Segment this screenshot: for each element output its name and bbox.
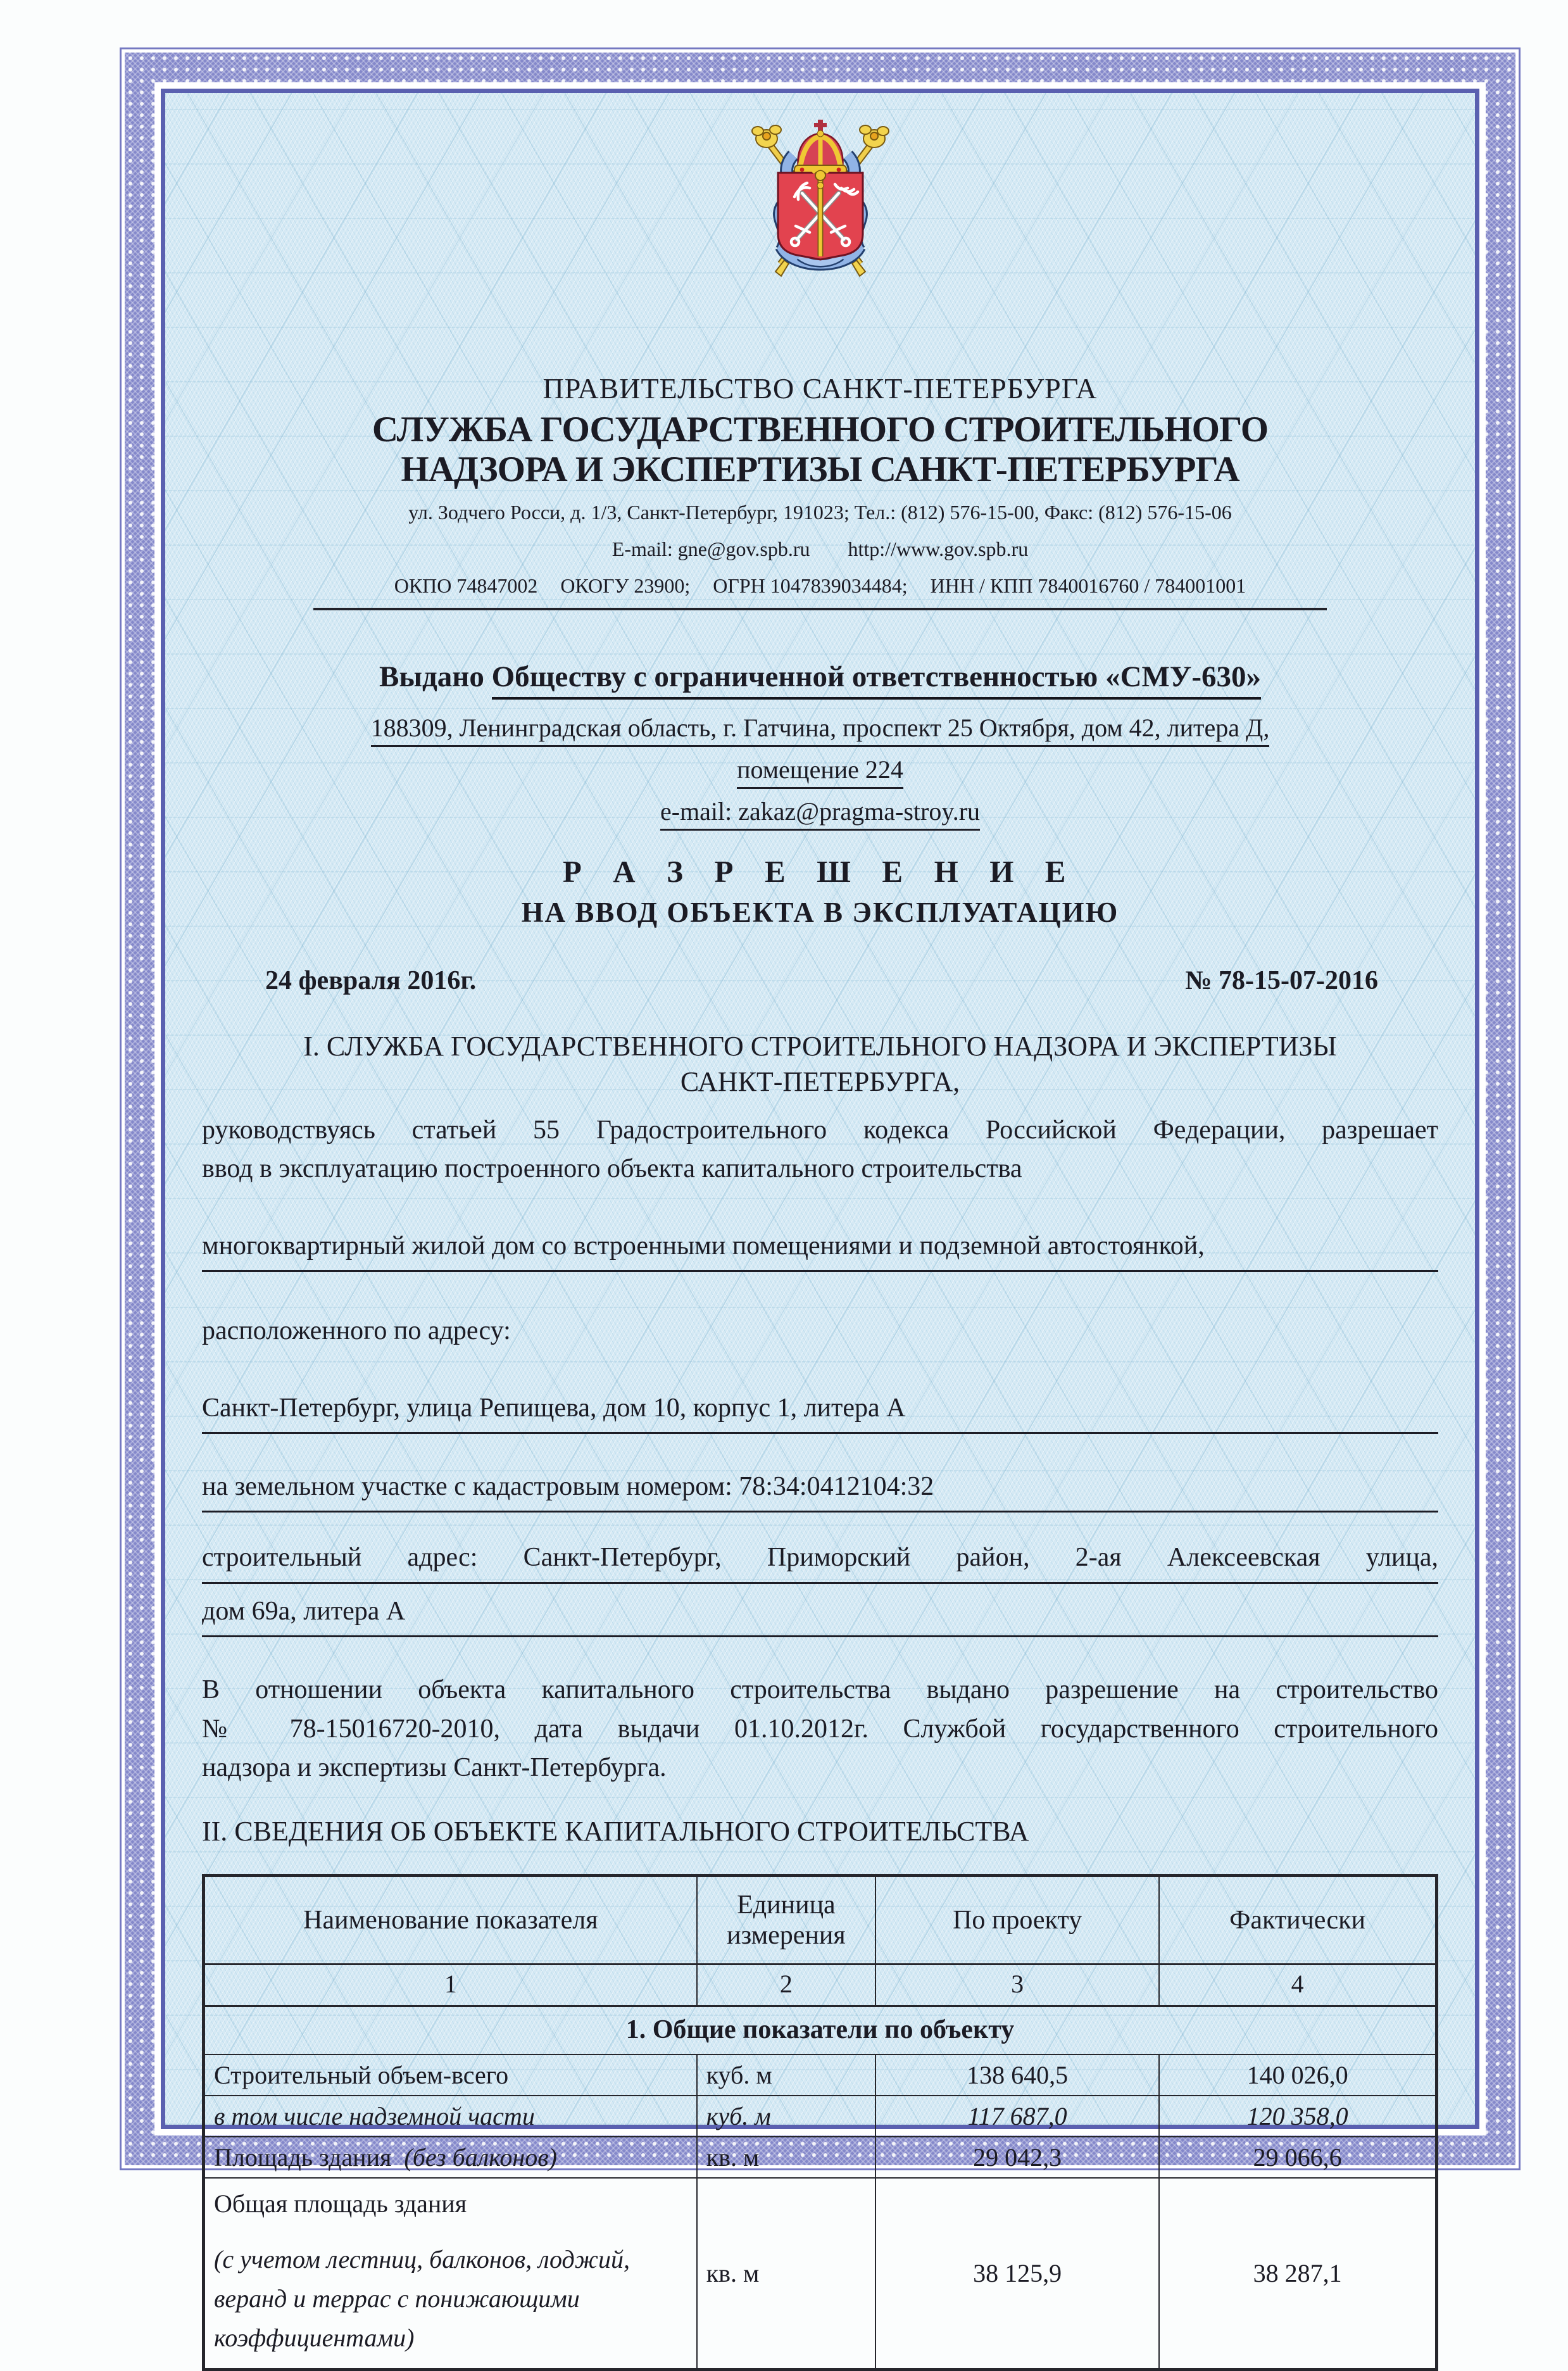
recipient-email: e-mail: zakaz@pragma-stroy.ru xyxy=(202,795,1438,828)
guilloche-border xyxy=(125,53,1515,2352)
date-number-row xyxy=(202,965,1438,996)
table-row xyxy=(204,2178,1437,2370)
construction-address-field-line2: дом 69а, литера А xyxy=(202,1594,1438,1637)
table-row xyxy=(204,2096,1437,2137)
group-title: 1. Общие показатели по объекту xyxy=(204,2006,1437,2054)
section1-heading xyxy=(202,1029,1438,1100)
intro-line2: ввод в эксплуатацию построенного объекта капитального строительства xyxy=(202,1154,1022,1184)
issue-date: 24 февраля 2016г. xyxy=(265,966,477,996)
row-actual-value: 38 287,1 xyxy=(1159,2178,1436,2370)
row-project-value: 38 125,9 xyxy=(875,2178,1159,2370)
section1-heading-line1: I. СЛУЖБА ГОСУДАРСТВЕННОГО СТРОИТЕЛЬНОГО НАДЗОРА И ЭКСПЕРТИЗЫ xyxy=(303,1031,1337,1062)
object-description-field: многоквартирный жилой дом со встроенными помещениями и подземной автостоянкой, xyxy=(202,1229,1438,1272)
row-indicator: Площадь здания (без балконов) xyxy=(204,2137,697,2178)
row-project-value: 29 042,3 xyxy=(875,2137,1159,2178)
header-divider xyxy=(313,608,1327,610)
row-unit: кв. м xyxy=(697,2178,875,2370)
row-indicator: в том числе надземной части xyxy=(204,2096,697,2137)
row-unit: куб. м xyxy=(697,2096,875,2137)
recipient-name: Обществу с ограниченной ответственностью «СМУ-630» xyxy=(492,660,1261,700)
permit-paragraph-line1: В отношении объекта капитального строительства выдано разрешение на строительство xyxy=(202,1675,1438,1705)
border-gap xyxy=(154,82,1486,2352)
certificate-content xyxy=(161,89,1479,2352)
certificate-sheet xyxy=(120,47,1521,2352)
recipient-address-line1: 188309, Ленинградская область, г. Гатчина, проспект 25 Октября, дом 42, литера Д, xyxy=(202,712,1438,745)
org-contacts-line xyxy=(202,536,1438,563)
located-label: расположенного по адресу: xyxy=(202,1316,511,1346)
document-title: Р А З Р Е Ш Е Н И Е xyxy=(562,854,1078,890)
section2-heading: II. СВЕДЕНИЯ ОБ ОБЪЕКТЕ КАПИТАЛЬНОГО СТРОИТЕЛЬСТВА xyxy=(202,1815,1029,1847)
saint-petersburg-coat-of-arms-icon xyxy=(736,115,905,277)
org-website: http://www.gov.spb.ru xyxy=(848,537,1029,560)
row-project-value: 138 640,5 xyxy=(875,2054,1159,2096)
intro-line1: руководствуясь статьей 55 Градостроительного кодекса Российской Федерации, разрешает xyxy=(202,1115,1438,1145)
construction-permit-paragraph xyxy=(202,1673,1438,1785)
row-indicator: Общая площадь здания (с учетом лестниц, балконов, лоджий, веранд и террас с понижающими коэффициентами) xyxy=(204,2178,697,2370)
header-project: По проекту xyxy=(875,1875,1159,1964)
row-indicator-note: (с учетом лестниц, балконов, лоджий, веранд и террас с понижающими коэффициентами) xyxy=(214,2244,630,2352)
header-unit: Единица измерения xyxy=(697,1875,875,1964)
row-actual-value: 140 026,0 xyxy=(1159,2054,1436,2096)
org-codes-line xyxy=(202,573,1438,600)
permit-paragraph-line2: № 78-15016720-2010, дата выдачи 01.10.2012г. Службой государственного строительного xyxy=(202,1714,1438,1744)
ogrn-code: ОГРН 1047839034484; xyxy=(713,574,908,597)
col-number-3: 3 xyxy=(875,1964,1159,2006)
row-actual-value: 120 358,0 xyxy=(1159,2096,1436,2137)
group-title-row xyxy=(204,2006,1437,2054)
issued-label: Выдано xyxy=(379,660,484,694)
cadastral-number-field: на земельном участке с кадастровым номером: 78:34:0412104:32 xyxy=(202,1469,1438,1513)
okpo-code: ОКПО 74847002 xyxy=(394,574,538,597)
permit-number: № 78-15-07-2016 xyxy=(1185,966,1378,996)
object-info-table xyxy=(202,1874,1438,2371)
construction-address-field-line1: строительный адрес: Санкт-Петербург, Приморский район, 2-ая Алексеевская улица, xyxy=(202,1540,1438,1583)
okogu-code: ОКОГУ 23900; xyxy=(560,574,691,597)
object-address-field: Санкт-Петербург, улица Репищева, дом 10, корпус 1, литера А xyxy=(202,1391,1438,1434)
row-unit: куб. м xyxy=(697,2054,875,2096)
service-title-line1: СЛУЖБА ГОСУДАРСТВЕННОГО СТРОИТЕЛЬНОГО xyxy=(372,410,1269,450)
permit-paragraph-line3: надзора и экспертизы Санкт-Петербурга. xyxy=(202,1753,667,1783)
col-number-2: 2 xyxy=(697,1964,875,2006)
row-actual-value: 29 066,6 xyxy=(1159,2137,1436,2178)
org-email: E-mail: gne@gov.spb.ru xyxy=(612,537,810,560)
table-row xyxy=(204,2137,1437,2178)
row-indicator-note: (без балконов) xyxy=(404,2142,557,2172)
service-title-line2: НАДЗОРА И ЭКСПЕРТИЗЫ САНКТ-ПЕТЕРБУРГА xyxy=(401,449,1239,489)
col-number-1: 1 xyxy=(204,1964,697,2006)
imperial-crown xyxy=(794,120,846,175)
table-row xyxy=(204,2054,1437,2096)
header-indicator: Наименование показателя xyxy=(204,1875,697,1964)
row-indicator: Строительный объем-всего xyxy=(204,2054,697,2096)
recipient-address-line2: помещение 224 xyxy=(202,753,1438,786)
table-header-row xyxy=(204,1875,1437,1964)
document-subtitle: НА ВВОД ОБЪЕКТА В ЭКСПЛУАТАЦИЮ xyxy=(521,896,1119,929)
org-address-line: ул. Зодчего Росси, д. 1/3, Санкт-Петербург, 191023; Тел.: (812) 576-15-00, Факс: (812) 576-15-06 xyxy=(408,501,1232,524)
header-actual: Фактически xyxy=(1159,1875,1436,1964)
column-numbers-row xyxy=(204,1964,1437,2006)
inn-kpp-code: ИНН / КПП 7840016760 / 784001001 xyxy=(930,574,1246,597)
issued-to-line xyxy=(202,660,1438,694)
row-unit: кв. м xyxy=(697,2137,875,2178)
section1-heading-line2: САНКТ-ПЕТЕРБУРГА, xyxy=(680,1066,960,1098)
government-title: ПРАВИТЕЛЬСТВО САНКТ-ПЕТЕРБУРГА xyxy=(543,372,1098,405)
row-project-value: 117 687,0 xyxy=(875,2096,1159,2137)
col-number-4: 4 xyxy=(1159,1964,1436,2006)
